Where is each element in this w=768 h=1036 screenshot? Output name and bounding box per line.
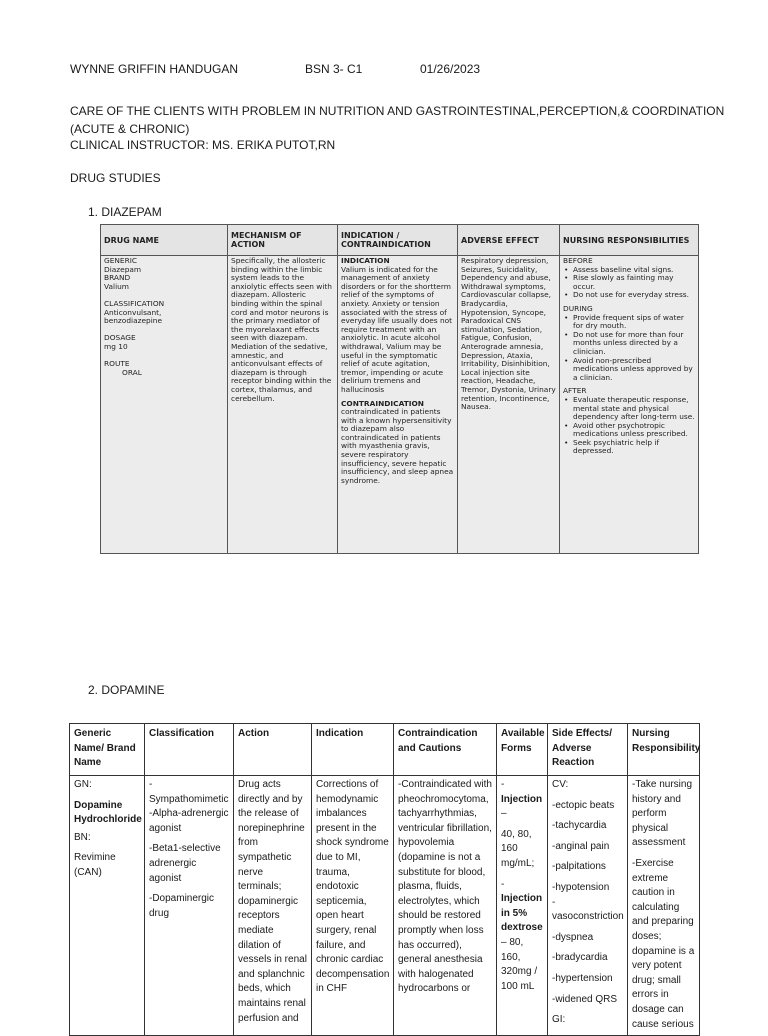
side-effects-cell <box>548 776 628 1036</box>
dopamine-header-cell: Contraindication and Cautions <box>394 724 497 776</box>
diazepam-body-row <box>101 256 699 554</box>
diazepam-header-cell: INDICATION / CONTRAINDICATION <box>338 225 458 256</box>
drug-name-line: mg 10 <box>104 341 128 351</box>
action-cell <box>234 776 312 1036</box>
nursing-responsibilities-cell <box>560 256 699 554</box>
diazepam-drug-table <box>100 224 699 554</box>
drug2-heading: 2. DOPAMINE <box>88 683 165 697</box>
drug-name-cell <box>101 256 228 554</box>
contraindication-text: -Contraindicated with pheochromocytoma, tachyarrhythmias, ventricular fibrillation, hypovolemia (dopamine is not a substitute for blood, plasma, fluids, electrolytes, which should be restored promptly when loss has occurred), general anesthesia with halogenated hydrocarbons or <box>398 779 492 995</box>
diazepam-header-cell: MECHANISM OF ACTION <box>228 225 338 256</box>
side-effect-line: -widened QRS <box>552 993 618 1005</box>
side-effect-line: CV: <box>552 779 569 790</box>
diazepam-header-cell: NURSING RESPONSIBILITIES <box>560 225 699 256</box>
classification-line: -Alpha-adrenergic agonist <box>149 808 229 834</box>
classification-line: Sympathomimetic <box>149 793 229 805</box>
after-title: AFTER <box>563 386 587 396</box>
classification-line: -Dopaminergic drug <box>149 893 215 919</box>
nursing-responsibility-cell <box>628 776 700 1036</box>
contraindication-title: CONTRAINDICATION <box>341 398 424 408</box>
action-text: Drug acts directly and by the release of norepinephrine from sympathetic nerve terminals; dopaminergic receptors mediate dilation of vessels in renal and splanchnic beds, which maintains renal perfusion and <box>238 779 307 1024</box>
dopamine-header-cell: Available Forms <box>497 724 548 776</box>
side-effect-line: -ectopic beats <box>552 799 615 811</box>
available-forms-cell <box>497 776 548 1036</box>
classification-line: -Beta1-selective adrenergic agonist <box>149 843 221 884</box>
bn-label: BN: <box>74 831 91 843</box>
contraindication-cell <box>394 776 497 1036</box>
indication-cell <box>338 256 458 554</box>
indication-cell <box>312 776 394 1036</box>
forms-line: - <box>501 878 505 890</box>
during-item: • Do not use for more than four months unless directed by a clinician. <box>563 331 695 357</box>
nursing-item: -Take nursing history and perform physical assessment <box>632 779 693 849</box>
nursing-item: -Exercise extreme caution in calculating and preparing doses; dopamine is a very potent drug; small errors in dosage can cause serious <box>632 857 695 1030</box>
forms-line: Injection in 5% dextrose <box>501 893 543 934</box>
diazepam-header-cell: DRUG NAME <box>101 225 228 256</box>
dopamine-header-cell: Nursing Responsibility <box>628 724 700 776</box>
drug-name-line: Diazepam <box>104 264 142 274</box>
drug-name-line: Valium <box>104 281 130 291</box>
forms-line: 40, 80, 160 mg/mL; <box>501 828 535 869</box>
side-effect-line: - <box>552 896 556 908</box>
side-effect-line: -tachycardia <box>552 820 607 832</box>
gn-label: GN: <box>74 779 92 790</box>
mechanism-cell <box>228 256 338 554</box>
drug-name-line: DOSAGE <box>104 333 136 343</box>
side-effect-line: -palpitations <box>552 861 606 873</box>
clinical-instructor: CLINICAL INSTRUCTOR: MS. ERIKA PUTOT,RN <box>70 138 336 152</box>
contraindication-text: contraindicated in patients with a known hypersensitivity to diazepam also contraindicated in patients with myasthenia gravis, severe respiratory insufficiency, severe hepatic insufficiency, and sleep apnea syndrome. <box>341 407 454 485</box>
drug-name-line: Anticonvulsant, <box>104 307 162 317</box>
student-section: BSN 3- C1 <box>305 62 363 76</box>
drug1-heading: 1. DIAZEPAM <box>88 205 162 219</box>
dopamine-header-cell: Action <box>234 724 312 776</box>
forms-line: – <box>501 808 507 820</box>
after-item: • Seek psychiatric help if depressed. <box>563 439 695 456</box>
dopamine-header-cell: Side Effects/ Adverse Reaction <box>548 724 628 776</box>
indication-text: Valium is indicated for the management of anxiety disorders or for the shortterm relief of the symptoms of anxiety. Anxiety or tension associated with the stress of everyday life usually does not require treatment with an anxiolytic. In acute alcohol withdrawal, Valium may be useful in the symptomatic relief of acute agitation, tremor, impending or acute delirium tremens and hallucinosis <box>341 264 453 394</box>
dopamine-header-cell: Indication <box>312 724 394 776</box>
side-effect-line: -bradycardia <box>552 952 608 964</box>
dopamine-header-cell: Generic Name/ Brand Name <box>70 724 145 776</box>
indication-text: Corrections of hemodynamic imbalances present in the shock syndrome due to MI, trauma, endotoxic septicemia, open heart surgery, renal failure, and chronic cardiac decompensation in CHF <box>316 779 390 995</box>
forms-line: – 80, 160, 320mg / 100 mL <box>501 936 538 992</box>
during-item: • Avoid non-prescribed medications unless approved by a clinician. <box>563 357 695 383</box>
drug-name-line: ROUTE <box>104 359 130 369</box>
after-item: • Evaluate therapeutic response, mental state and physical dependency after long-term use. <box>563 396 695 422</box>
student-name: WYNNE GRIFFIN HANDUGAN <box>70 62 238 76</box>
after-item: • Avoid other psychotropic medications unless prescribed. <box>563 422 695 439</box>
mechanism-text: Specifically, the allosteric binding within the limbic system leads to the anxiolytic effects seen with diazepam. Allosteric binding within the spinal cord and motor neurons is the primary mediator of the myorelaxant effects seen with diazepam. Mediation of the sedative, amnestic, and anticonvulsant effects of diazepam is through receptor binding within the cortex, thalamus, and cerebellum. <box>231 256 332 403</box>
adverse-effect-text: Respiratory depression, Seizures, Suicidality, Dependency and abuse, Withdrawal symptoms, Cardiovascular collapse, Bradycardia, Hypotension, Syncope, Paradoxical CNS stimulation, Sedation, Fatigue, Confusion, Anterograde amnesia, Depression, Ataxia, Irritability, Disinhibition, Local injection site reaction, Headache, Tremor, Dystonia, Urinary retention, Incontinence, Nausea. <box>461 256 556 412</box>
adverse-effect-cell <box>458 256 560 554</box>
drug-name-line: CLASSIFICATION <box>104 298 165 308</box>
side-effect-line: -hypertension <box>552 972 613 984</box>
drug-name-line: benzodiazepine <box>104 316 162 326</box>
drug-name-line: BRAND <box>104 273 131 283</box>
course-title-line1: CARE OF THE CLIENTS WITH PROBLEM IN NUTRITION AND GASTROINTESTINAL,PERCEPTION,& COORDINATION <box>70 104 725 118</box>
side-effect-line: -dyspnea <box>552 931 594 943</box>
course-title-line2: (ACUTE & CHRONIC) <box>70 122 190 136</box>
drug-name-line: ORAL <box>122 367 142 377</box>
dopamine-header-cell: Classification <box>145 724 234 776</box>
before-item: • Do not use for everyday stress. <box>563 291 695 300</box>
before-item: • Assess baseline vital signs. <box>563 266 695 275</box>
drug-name-line: GENERIC <box>104 256 138 265</box>
during-title: DURING <box>563 303 593 313</box>
indication-title: INDICATION <box>341 256 390 265</box>
forms-line: Injection <box>501 793 543 805</box>
diazepam-header-row <box>101 225 699 256</box>
document-date: 01/26/2023 <box>420 62 481 76</box>
generic-brand-cell <box>70 776 145 1036</box>
side-effect-line: vasoconstriction <box>552 911 624 923</box>
side-effect-line: -anginal pain <box>552 840 610 852</box>
dopamine-body-row <box>70 776 700 1036</box>
classification-cell <box>145 776 234 1036</box>
before-item: • Rise slowly as fainting may occur. <box>563 274 695 291</box>
classification-line: - <box>149 779 153 790</box>
gn-value: Dopamine Hydrochloride <box>74 799 142 826</box>
dopamine-drug-table <box>69 723 700 1036</box>
section-title: DRUG STUDIES <box>70 171 161 185</box>
diazepam-header-cell: ADVERSE EFFECT <box>458 225 560 256</box>
forms-line: - <box>501 779 505 790</box>
before-title: BEFORE <box>563 256 593 265</box>
dopamine-header-row <box>70 724 700 776</box>
side-effect-line: GI: <box>552 1014 566 1026</box>
side-effect-line: -hypotension <box>552 881 610 893</box>
bn-value: Revimine (CAN) <box>74 852 116 878</box>
during-item: • Provide frequent sips of water for dry mouth. <box>563 314 695 331</box>
